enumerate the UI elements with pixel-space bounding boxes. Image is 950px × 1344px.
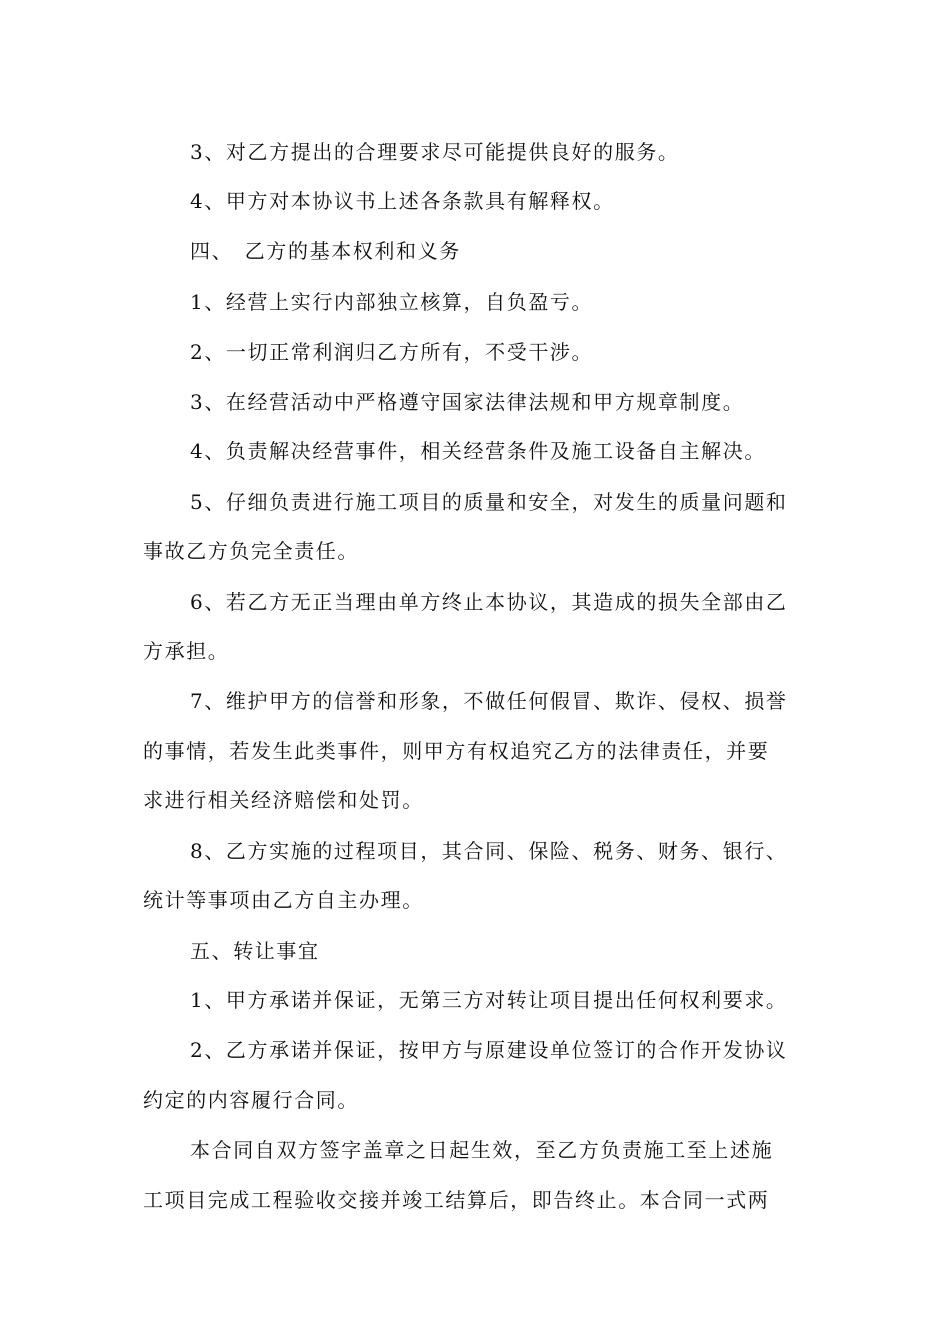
closing-paragraph-line: 本合同自双方签字盖章之日起生效，至乙方负责施工至上述施 — [190, 1138, 774, 1162]
clause-line: 4、负责解决经营事件，相关经营条件及施工设备自主解决。 — [190, 439, 766, 463]
section-4-heading: 四、 乙方的基本权利和义务 — [190, 239, 461, 263]
clause-line: 1、甲方承诺并保证，无第三方对转让项目提出任何权利要求。 — [190, 988, 788, 1012]
clause-line: 3、在经营活动中严格遵守国家法律法规和甲方规章制度。 — [190, 390, 745, 414]
clause-line: 7、维护甲方的信誉和形象，不做任何假冒、欺诈、侵权、损誉 — [190, 689, 788, 713]
clause-continuation-line: 方承担。 — [143, 639, 230, 663]
clause-line: 2、乙方承诺并保证，按甲方与原建设单位签订的合作开发协议 — [190, 1038, 788, 1062]
clause-continuation-line: 约定的内容履行合同。 — [143, 1088, 359, 1112]
clause-line: 2、一切正常利润归乙方所有，不受干涉。 — [190, 340, 594, 364]
clause-3-line: 3、对乙方提出的合理要求尽可能提供良好的服务。 — [190, 140, 680, 164]
clause-continuation-line: 事故乙方负完全责任。 — [143, 539, 359, 563]
clause-line: 6、若乙方无正当理由单方终止本协议，其造成的损失全部由乙 — [190, 590, 788, 614]
clause-continuation-line: 统计等事项由乙方自主办理。 — [143, 888, 424, 912]
clause-line: 1、经营上实行内部独立核算，自负盈亏。 — [190, 290, 594, 314]
clause-continuation-line: 的事情，若发生此类事件，则甲方有权追究乙方的法律责任，并要 — [143, 739, 770, 763]
clause-continuation-line: 求进行相关经济赔偿和处罚。 — [143, 788, 424, 812]
clause-line: 5、仔细负责进行施工项目的质量和安全，对发生的质量问题和 — [190, 490, 788, 514]
section-5-heading: 五、转让事宜 — [190, 939, 320, 963]
clause-line: 8、乙方实施的过程项目，其合同、保险、税务、财务、银行、 — [190, 839, 788, 863]
closing-paragraph-line: 工项目完成工程验收交接并竣工结算后，即告终止。本合同一式两 — [143, 1188, 770, 1212]
clause-4-line: 4、甲方对本协议书上述各条款具有解释权。 — [190, 189, 615, 213]
